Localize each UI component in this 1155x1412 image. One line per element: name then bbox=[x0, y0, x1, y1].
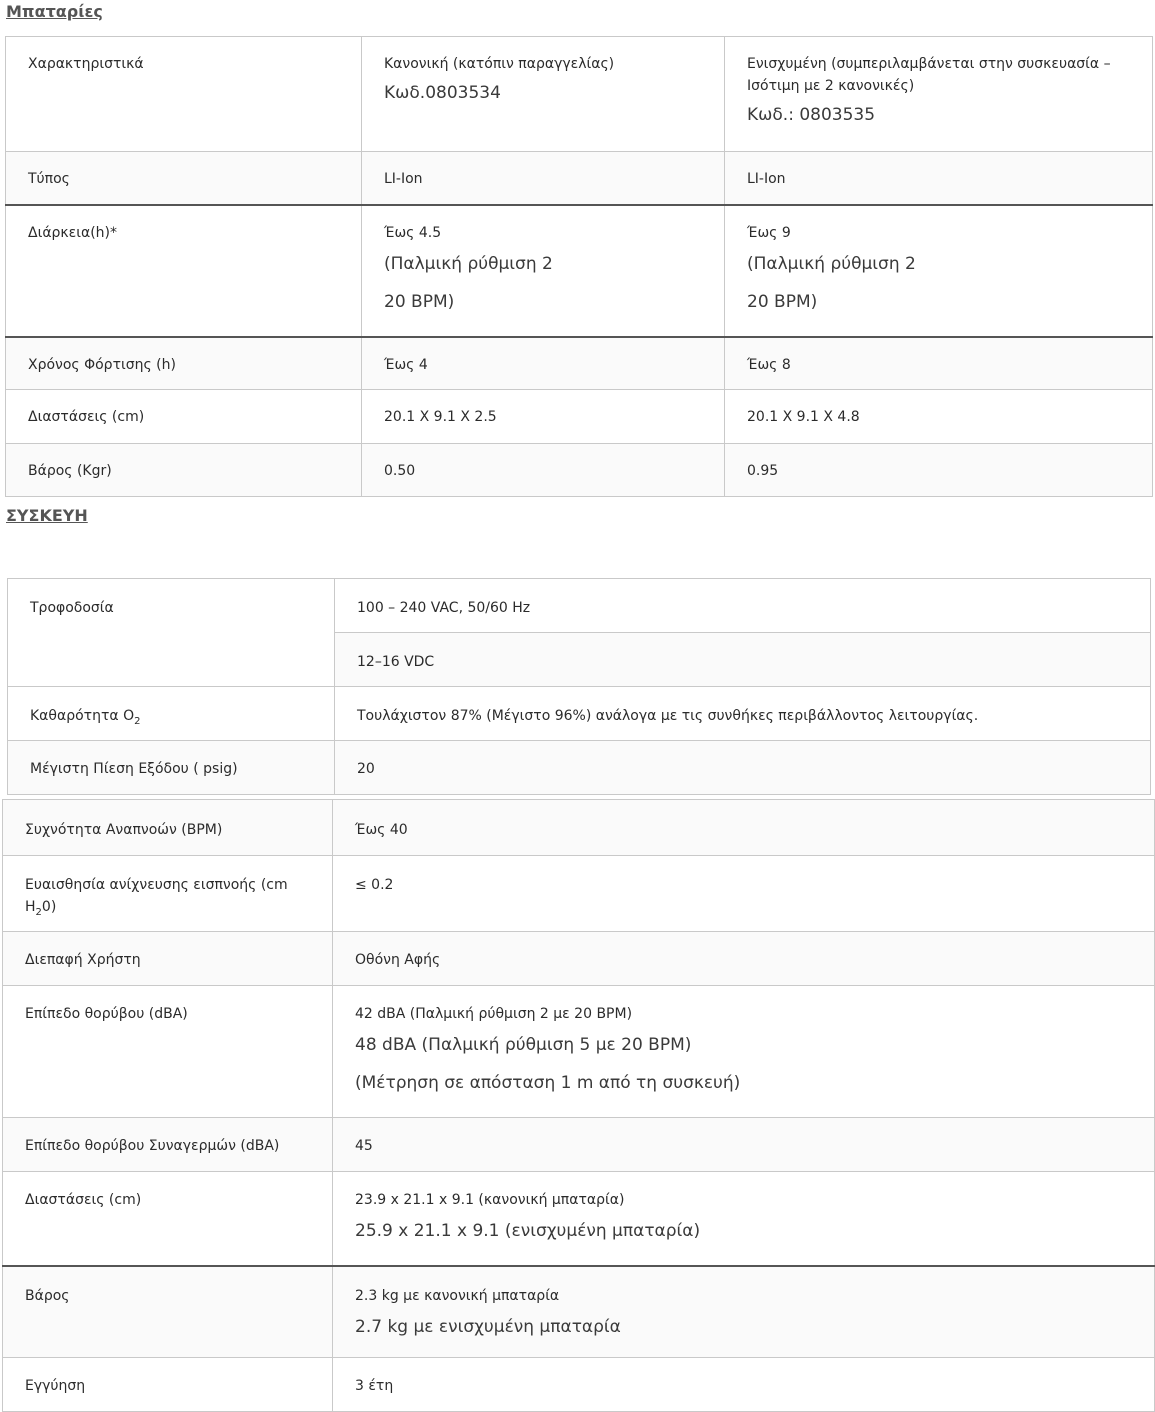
dims-v1: 23.9 x 21.1 x 9.1 (κανονική μπαταρία) bbox=[355, 1192, 625, 1208]
weight-cell bbox=[333, 1266, 1155, 1358]
table-row bbox=[6, 205, 1153, 337]
dims-v2: 25.9 x 21.1 x 9.1 (ενισχυμένη μπαταρία) bbox=[355, 1221, 701, 1241]
duration-enhanced: Έως 9 bbox=[747, 224, 791, 241]
table-row bbox=[3, 1266, 1155, 1358]
header-normal-label: Κανονική (κατόπιν παραγγελίας) bbox=[384, 56, 615, 72]
duration-normal: Έως 4.5 bbox=[384, 224, 442, 241]
batteries-title: Μπαταρίες bbox=[6, 2, 103, 21]
cell-enhanced bbox=[725, 205, 1153, 337]
weight-v1: 2.3 kg με κανονική μπαταρία bbox=[355, 1287, 560, 1304]
sens-value: ≤ 0.2 bbox=[333, 856, 1155, 932]
table-row bbox=[6, 444, 1153, 497]
row-label: Επίπεδο θορύβου (dBA) bbox=[3, 986, 333, 1118]
table-row bbox=[3, 856, 1155, 932]
battery-table bbox=[5, 36, 1153, 497]
power-ac: 100 – 240 VAC, 50/60 Hz bbox=[335, 579, 1151, 633]
noise-cell bbox=[333, 986, 1155, 1118]
cell-normal: 20.1 X 9.1 X 2.5 bbox=[362, 390, 725, 444]
device-table-bottom bbox=[2, 799, 1155, 1412]
sens-label-c: 0) bbox=[41, 899, 57, 915]
row-label: Διεπαφή Χρήστη bbox=[3, 932, 333, 986]
cell-enhanced: 20.1 X 9.1 X 4.8 bbox=[725, 390, 1153, 444]
table-row bbox=[8, 741, 1151, 795]
header-enhanced-code: Κωδ.: 0803535 bbox=[747, 105, 876, 125]
table-row bbox=[6, 37, 1153, 152]
sens-label-b: H bbox=[25, 899, 36, 915]
row-label: Μέγιστη Πίεση Εξόδου ( psig) bbox=[8, 741, 335, 795]
header-cell bbox=[362, 37, 725, 152]
header-cell bbox=[725, 37, 1153, 152]
row-label bbox=[3, 856, 333, 932]
duration-normal-l3: 20 BPM) bbox=[384, 291, 455, 312]
duration-enhanced-l3: 20 BPM) bbox=[747, 291, 818, 312]
header-features: Χαρακτηριστικά bbox=[28, 56, 144, 72]
table-row bbox=[8, 687, 1151, 741]
cell-normal: 0.50 bbox=[362, 444, 725, 497]
pressure-value: 20 bbox=[335, 741, 1151, 795]
table-row bbox=[3, 986, 1155, 1118]
row-label: Διαστάσεις (cm) bbox=[6, 390, 362, 444]
table-row bbox=[3, 1358, 1155, 1412]
row-label bbox=[8, 687, 335, 741]
noise-v2: 48 dBA (Παλμική ρύθμιση 5 με 20 BPM) bbox=[355, 1035, 692, 1055]
header-enhanced-label: Ενισχυμένη (συμπεριλαμβάνεται στην συσκευασία – Ισότιμη με 2 κανονικές) bbox=[747, 56, 1111, 94]
purity-value: Τουλάχιστον 87% (Μέγιστο 96%) ανάλογα με τις συνθήκες περιβάλλοντος λειτουργίας. bbox=[335, 687, 1151, 741]
header-normal-code: Κωδ.0803534 bbox=[384, 83, 501, 103]
cell-normal: LI-Ion bbox=[362, 152, 725, 205]
row-label: Συχνότητα Αναπνοών (BPM) bbox=[3, 800, 333, 856]
sens-label-a: Ευαισθησία ανίχνευσης εισπνοής (cm bbox=[25, 877, 288, 893]
cell-enhanced: 0.95 bbox=[725, 444, 1153, 497]
row-label: Εγγύηση bbox=[3, 1358, 333, 1412]
table-row bbox=[6, 390, 1153, 444]
cell-normal: Έως 4 bbox=[362, 337, 725, 390]
table-row bbox=[3, 932, 1155, 986]
duration-enhanced-l2: (Παλμική ρύθμιση 2 bbox=[747, 253, 916, 274]
noise-v1: 42 dBA (Παλμική ρύθμιση 2 με 20 BPM) bbox=[355, 1006, 633, 1022]
row-label: Διάρκεια(h)* bbox=[6, 205, 362, 337]
row-label: Επίπεδο θορύβου Συναγερμών (dBA) bbox=[3, 1118, 333, 1172]
row-label: Βάρος (Kgr) bbox=[6, 444, 362, 497]
device-table-top bbox=[7, 578, 1151, 795]
duration-normal-l2: (Παλμική ρύθμιση 2 bbox=[384, 253, 553, 274]
table-row bbox=[6, 337, 1153, 390]
alarm-value: 45 bbox=[333, 1118, 1155, 1172]
table-row bbox=[3, 1172, 1155, 1266]
row-label: Βάρος bbox=[3, 1266, 333, 1358]
table-row bbox=[8, 579, 1151, 633]
bpm-value: Έως 40 bbox=[333, 800, 1155, 856]
sens-sub: 2 bbox=[35, 906, 42, 918]
table-row bbox=[6, 152, 1153, 205]
dims-cell bbox=[333, 1172, 1155, 1266]
weight-v2: 2.7 kg με ενισχυμένη μπαταρία bbox=[355, 1316, 621, 1337]
header-cell bbox=[6, 37, 362, 152]
table-row bbox=[3, 800, 1155, 856]
purity-sub: 2 bbox=[134, 715, 141, 727]
ui-value: Οθόνη Αφής bbox=[333, 932, 1155, 986]
power-dc: 12–16 VDC bbox=[335, 633, 1151, 687]
cell-enhanced: Έως 8 bbox=[725, 337, 1153, 390]
noise-v3: (Μέτρηση σε απόσταση 1 m από τη συσκευή) bbox=[355, 1073, 741, 1093]
row-label: Τροφοδοσία bbox=[8, 579, 335, 687]
table-row bbox=[3, 1118, 1155, 1172]
row-label: Διαστάσεις (cm) bbox=[3, 1172, 333, 1266]
row-label: Τύπος bbox=[6, 152, 362, 205]
purity-label: Καθαρότητα O bbox=[30, 708, 135, 724]
warranty-value: 3 έτη bbox=[333, 1358, 1155, 1412]
row-label: Χρόνος Φόρτισης (h) bbox=[6, 337, 362, 390]
cell-normal bbox=[362, 205, 725, 337]
cell-enhanced: LI-Ion bbox=[725, 152, 1153, 205]
device-title: ΣΥΣΚΕΥΗ bbox=[6, 506, 88, 525]
